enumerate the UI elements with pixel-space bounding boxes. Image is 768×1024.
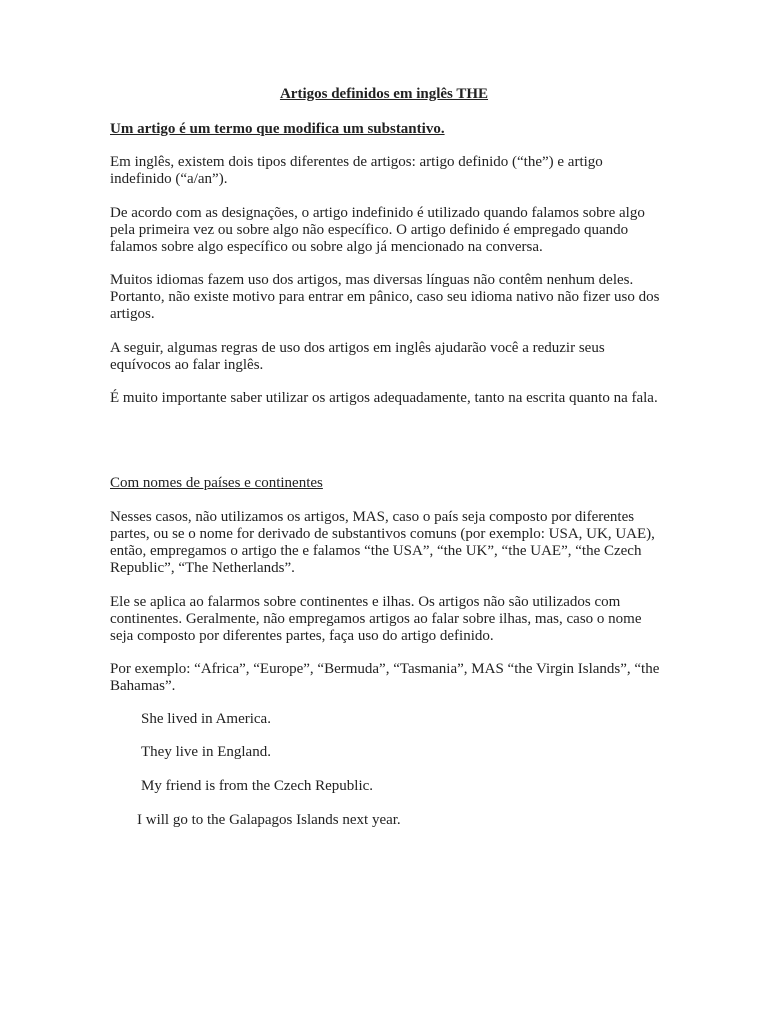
paragraph: De acordo com as designações, o artigo indefinido é utilizado quando falamos sobre algo pela primeira vez ou sobre algo não específico. O artigo definido é empregado quando falamos sobre algo específico ou sobre algo já mencionado na conversa.: [110, 205, 645, 255]
section-paragraph: Ele se aplica ao falarmos sobre continentes e ilhas. Os artigos não são utilizados com continentes. Geralmente, não empregamos artigos ao falar sobre ilhas, mas, caso o nome seja composto por diferentes partes, faça uso do artigo definido.: [110, 594, 642, 644]
section-heading: Com nomes de países e continentes: [110, 475, 323, 491]
example-sentence: My friend is from the Czech Republic.: [141, 778, 374, 794]
paragraph: É muito importante saber utilizar os artigos adequadamente, tanto na escrita quanto na fala.: [110, 390, 658, 406]
paragraph: Em inglês, existem dois tipos diferentes de artigos: artigo definido (“the”) e artigo indefinido (“a/an”).: [110, 154, 603, 187]
document-title: [0, 86, 768, 103]
example-sentence: She lived in America.: [141, 711, 271, 727]
example-sentence: I will go to the Galapagos Islands next year.: [137, 812, 401, 828]
example-sentence: They live in England.: [141, 744, 271, 760]
paragraph: Muitos idiomas fazem uso dos artigos, mas diversas línguas não contêm nenhum deles. Portanto, não existe motivo para entrar em pânico, caso seu idioma nativo não fizer uso dos artigos.: [110, 272, 660, 322]
section-paragraph: Nesses casos, não utilizamos os artigos, MAS, caso o país seja composto por diferentes partes, ou se o nome for derivado de substantivos comuns (por exemplo: USA, UK, UAE), então, empregamos o artigo the e falamos “the USA”, “the UK”, “the UAE”, “the Czech Republic”, “The Netherlands”.: [110, 509, 655, 576]
document-subtitle: Um artigo é um termo que modifica um substantivo.: [110, 121, 445, 137]
document-title-text: Artigos definidos em inglês THE: [279, 86, 489, 102]
paragraph: A seguir, algumas regras de uso dos artigos em inglês ajudarão você a reduzir seus equívocos ao falar inglês.: [110, 340, 605, 373]
section-paragraph: Por exemplo: “Africa”, “Europe”, “Bermuda”, “Tasmania”, MAS “the Virgin Islands”, “the Bahamas”.: [110, 661, 660, 694]
